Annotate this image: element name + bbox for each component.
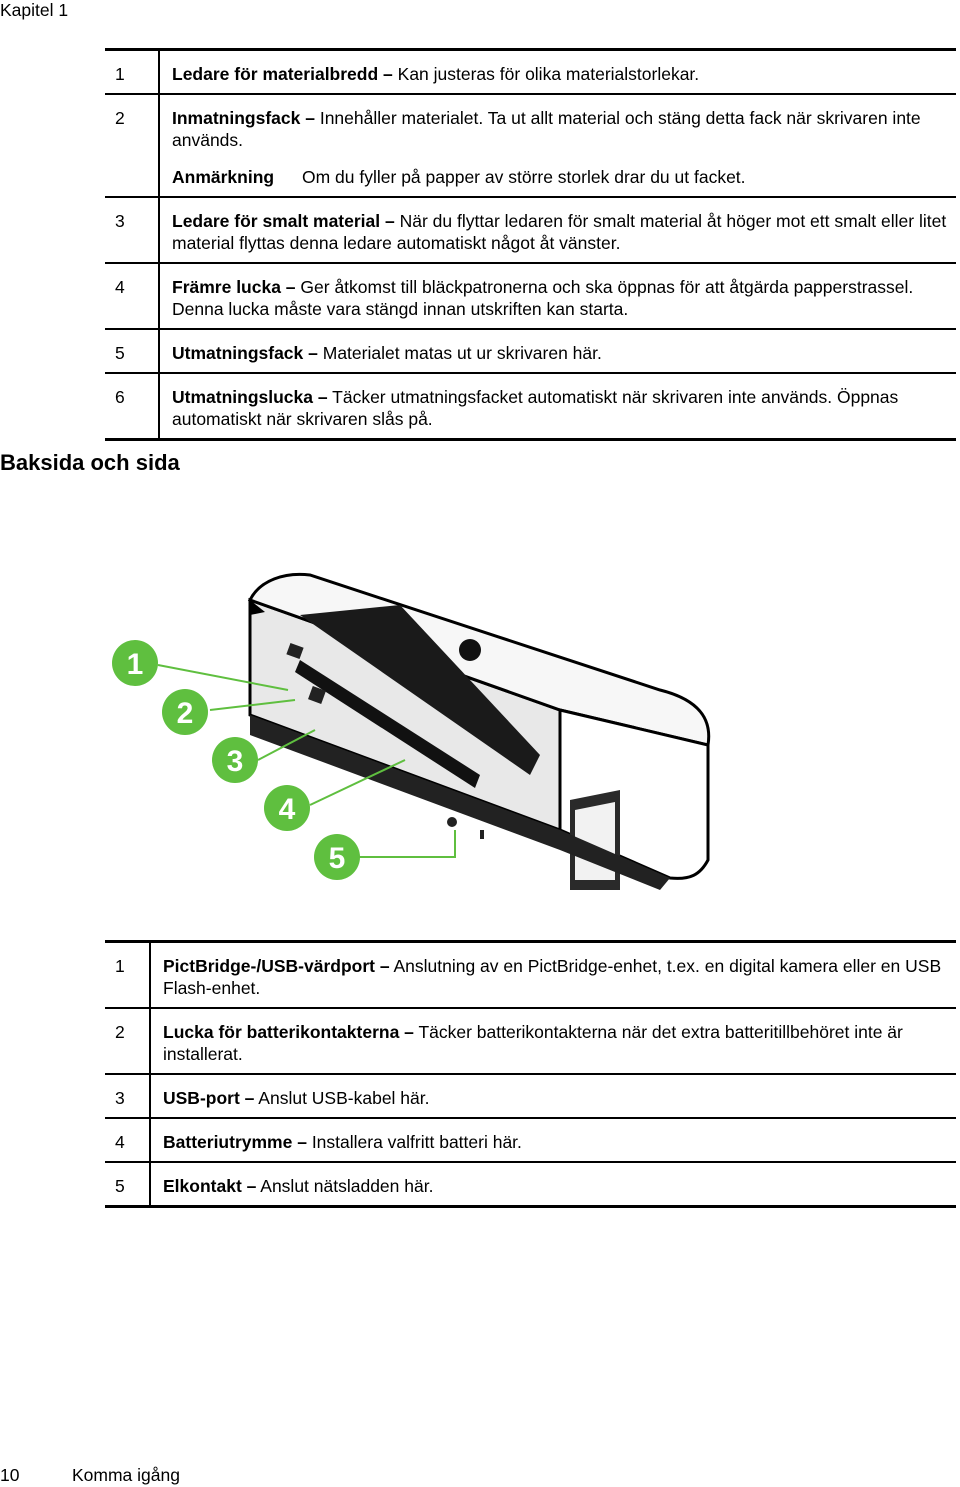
row-number: 1 (105, 50, 159, 95)
row-description (150, 1074, 956, 1118)
row-number: 5 (105, 329, 159, 373)
row-number: 3 (105, 197, 159, 263)
part-text: När du flyttar ledaren för smalt material åt höger mot ett smalt eller litet material flyttas denna ledare automatiskt något åt vänster. (172, 211, 947, 253)
table-row (105, 1118, 956, 1162)
row-number: 6 (105, 373, 159, 440)
row-description (159, 373, 956, 440)
part-term: Ledare för smalt material – (172, 211, 395, 231)
row-description (159, 94, 956, 197)
part-text: Anslut USB-kabel här. (254, 1088, 430, 1108)
part-text: Anslut nätsladden här. (256, 1176, 434, 1196)
part-term: Utmatningsfack – (172, 343, 318, 363)
page-number: 10 (0, 1465, 20, 1485)
part-term: Elkontakt – (163, 1176, 257, 1196)
part-term: Främre lucka – (172, 277, 296, 297)
part-text: Anslutning av en PictBridge-enhet, t.ex. en digital kamera eller en USB Flash-enhet. (163, 956, 942, 998)
table-row (105, 1074, 956, 1118)
part-term: Ledare för materialbredd – (172, 64, 393, 84)
part-text: Ger åtkomst till bläckpatronerna och ska öppnas för att åtgärda papperstrassel. Denna lucka måste vara stängd innan utskriften kan starta. (172, 277, 914, 319)
callout-4 (264, 785, 310, 831)
row-description (159, 263, 956, 329)
part-text: Installera valfritt batteri här. (306, 1132, 522, 1152)
row-description (159, 329, 956, 373)
svg-text:4: 4 (278, 793, 296, 826)
row-description (159, 197, 956, 263)
part-text: Kan justeras för olika materialstorlekar. (392, 64, 700, 84)
table-row (105, 50, 956, 95)
callout-2 (162, 689, 208, 735)
footer-title: Komma igång (72, 1465, 180, 1485)
row-number: 5 (105, 1162, 150, 1207)
callout-5 (314, 834, 360, 880)
row-description (150, 942, 956, 1009)
note (172, 166, 956, 188)
row-number: 2 (105, 1008, 150, 1074)
part-text: Materialet matas ut ur skrivaren här. (317, 343, 602, 363)
part-text: Täcker utmatningsfacket automatiskt när skrivaren inte används. Öppnas automatiskt när skrivaren slås på. (172, 387, 899, 429)
front-parts-table (105, 48, 956, 441)
row-description (159, 50, 956, 95)
row-description (150, 1008, 956, 1074)
part-text: Innehåller materialet. Ta ut allt material och stäng detta fack när skrivaren inte används. (172, 108, 921, 150)
printer-back-side-illustration (100, 560, 740, 910)
table-row (105, 329, 956, 373)
row-number: 1 (105, 942, 150, 1009)
table-row (105, 373, 956, 440)
note-text: Om du fyller på papper av större storlek drar du ut facket. (302, 167, 746, 187)
table-row (105, 1008, 956, 1074)
part-term: Utmatningslucka – (172, 387, 328, 407)
table-row (105, 1162, 956, 1207)
back-parts-table (105, 940, 956, 1208)
page-footer (0, 1464, 180, 1486)
table-row (105, 942, 956, 1009)
table-row (105, 94, 956, 197)
note-label: Anmärkning (172, 167, 275, 187)
printer-body (250, 574, 709, 890)
part-term: USB-port – (163, 1088, 255, 1108)
part-text: Täcker batterikontakterna när det extra batteritillbehöret inte är installerat. (163, 1022, 903, 1064)
svg-text:5: 5 (328, 842, 346, 875)
svg-text:1: 1 (126, 648, 144, 681)
part-term: Batteriutrymme – (163, 1132, 307, 1152)
callout-3 (212, 737, 258, 783)
row-number: 2 (105, 94, 159, 197)
row-number: 4 (105, 263, 159, 329)
callout-1 (112, 640, 158, 686)
part-term: PictBridge-/USB-värdport – (163, 956, 390, 976)
chapter-header: Kapitel 1 (0, 0, 69, 20)
svg-text:2: 2 (176, 697, 194, 730)
row-number: 3 (105, 1074, 150, 1118)
table-row (105, 197, 956, 263)
row-description (150, 1118, 956, 1162)
row-number: 4 (105, 1118, 150, 1162)
section-heading: Baksida och sida (0, 450, 180, 475)
svg-text:3: 3 (226, 745, 244, 778)
part-term: Lucka för batterikontakterna – (163, 1022, 414, 1042)
part-term: Inmatningsfack – (172, 108, 315, 128)
table-row (105, 263, 956, 329)
row-description (150, 1162, 956, 1207)
